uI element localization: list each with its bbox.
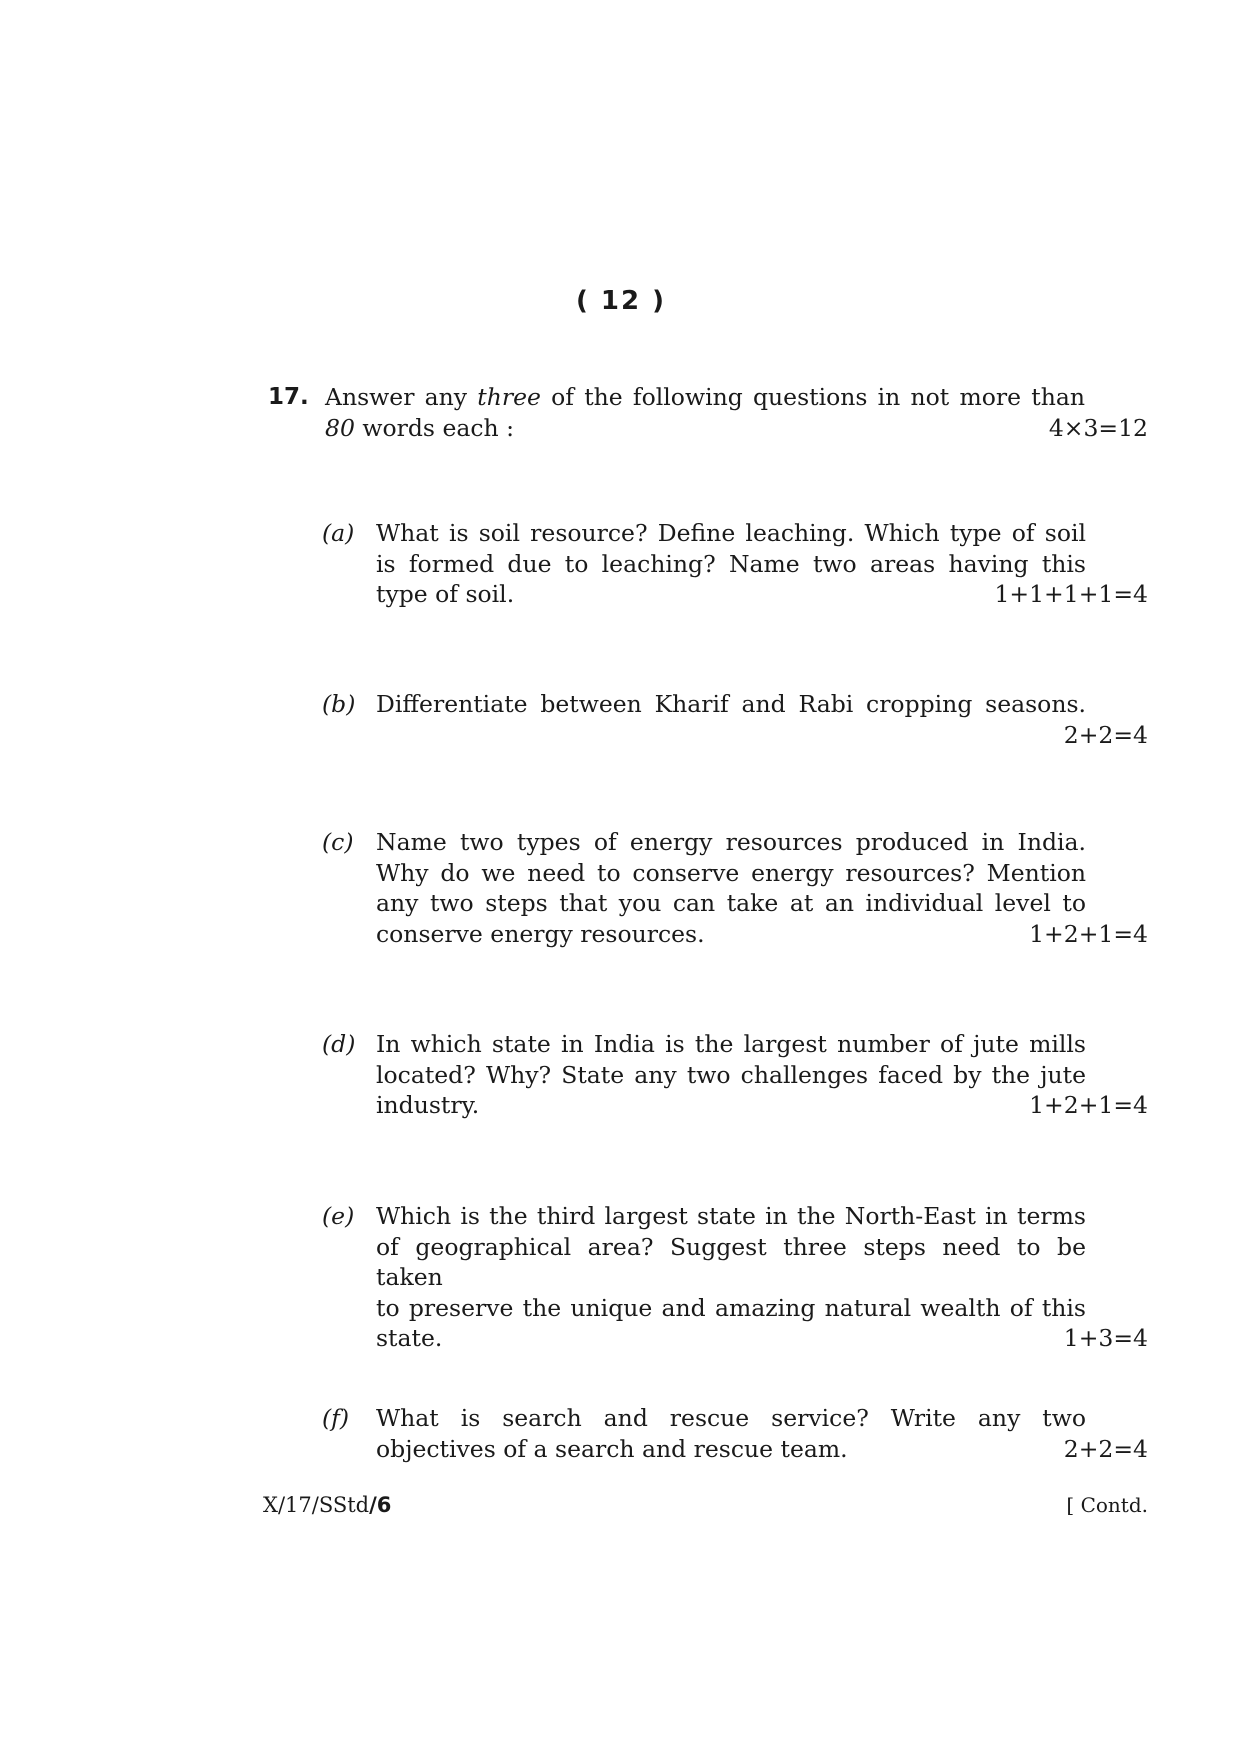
subquestion-last-line xyxy=(376,1434,1148,1465)
subquestion-line: Why do we need to conserve energy resources? Mention xyxy=(376,858,1086,887)
subquestion-line: Name two types of energy resources produced in India. xyxy=(376,828,1086,856)
question-intro-line xyxy=(325,382,1085,413)
subquestion-line: is formed due to leaching? Name two areas having this xyxy=(376,549,1086,578)
subquestion-marks: 1+3=4 xyxy=(1063,1324,1148,1352)
subquestion-last-line-text: conserve energy resources. xyxy=(376,919,705,948)
subquestion-e xyxy=(322,1201,1148,1354)
subquestion-a xyxy=(322,518,1148,610)
subquestion-last-line xyxy=(376,579,1148,610)
subquestion-f xyxy=(322,1403,1148,1464)
subquestion-last-line xyxy=(376,1090,1148,1121)
question-intro-line-2 xyxy=(325,413,1148,444)
page-number: ( 12 ) xyxy=(575,286,667,316)
subquestion-label: (c) xyxy=(322,828,354,856)
subquestion-label: (e) xyxy=(322,1202,355,1230)
subquestion-marks: 1+2+1=4 xyxy=(1029,1091,1148,1119)
question-intro-emphasis: three xyxy=(477,383,541,411)
subquestion-line: Which is the third largest state in the North-East in terms xyxy=(376,1202,1086,1230)
question-intro-post: of the following questions in not more than xyxy=(540,383,1085,411)
subquestion-label: (b) xyxy=(322,690,356,718)
subquestion-last-line xyxy=(376,1323,1148,1354)
question-intro-pre: Answer any xyxy=(325,383,478,411)
subquestion-c xyxy=(322,827,1148,949)
continued-label: [ Contd. xyxy=(1066,1493,1148,1517)
question-intro-line-2-text: words each : xyxy=(354,414,515,442)
question-number: 17. xyxy=(268,384,309,410)
subquestion-last-line-text: type of soil. xyxy=(376,580,515,608)
subquestion-marks: 2+2=4 xyxy=(1063,720,1148,749)
subquestion-d xyxy=(322,1029,1148,1121)
subquestion-last-line-text: objectives of a search and rescue team. xyxy=(376,1434,848,1463)
subquestion-line: any two steps that you can take at an individual level to xyxy=(376,889,1086,917)
subquestion-line: to preserve the unique and amazing natural wealth of this xyxy=(376,1293,1086,1322)
subquestion-b xyxy=(322,689,1148,750)
subquestion-line: What is search and rescue service? Write any two xyxy=(376,1404,1086,1432)
subquestion-label: (a) xyxy=(322,519,355,547)
subquestion-label: (d) xyxy=(322,1030,356,1058)
page-footer xyxy=(263,1493,1148,1517)
subquestion-last-line xyxy=(376,919,1148,950)
subquestion-last-line-text: industry. xyxy=(376,1091,480,1119)
paper-code-suffix: /6 xyxy=(369,1493,392,1517)
subquestion-marks: 1+1+1+1=4 xyxy=(994,580,1148,608)
subquestion-line: What is soil resource? Define leaching. Which type of soil xyxy=(376,519,1086,547)
question-marks: 4×3=12 xyxy=(1048,414,1148,442)
word-limit: 80 xyxy=(325,414,355,442)
subquestion-line: located? Why? State any two challenges faced by the jute xyxy=(376,1060,1086,1089)
subquestion-line: Differentiate between Kharif and Rabi cropping seasons. xyxy=(376,690,1086,718)
paper-code: X/17/SStd xyxy=(263,1493,370,1517)
subquestion-last-line-text: state. xyxy=(376,1324,443,1352)
subquestion-marks: 1+2+1=4 xyxy=(1029,919,1148,948)
subquestion-line: In which state in India is the largest number of jute mills xyxy=(376,1030,1086,1058)
question-17 xyxy=(268,382,1148,444)
subquestion-line: of geographical area? Suggest three steps need to be taken xyxy=(376,1232,1086,1291)
subquestion-marks: 2+2=4 xyxy=(1063,1434,1148,1463)
subquestion-label: (f) xyxy=(322,1404,350,1432)
